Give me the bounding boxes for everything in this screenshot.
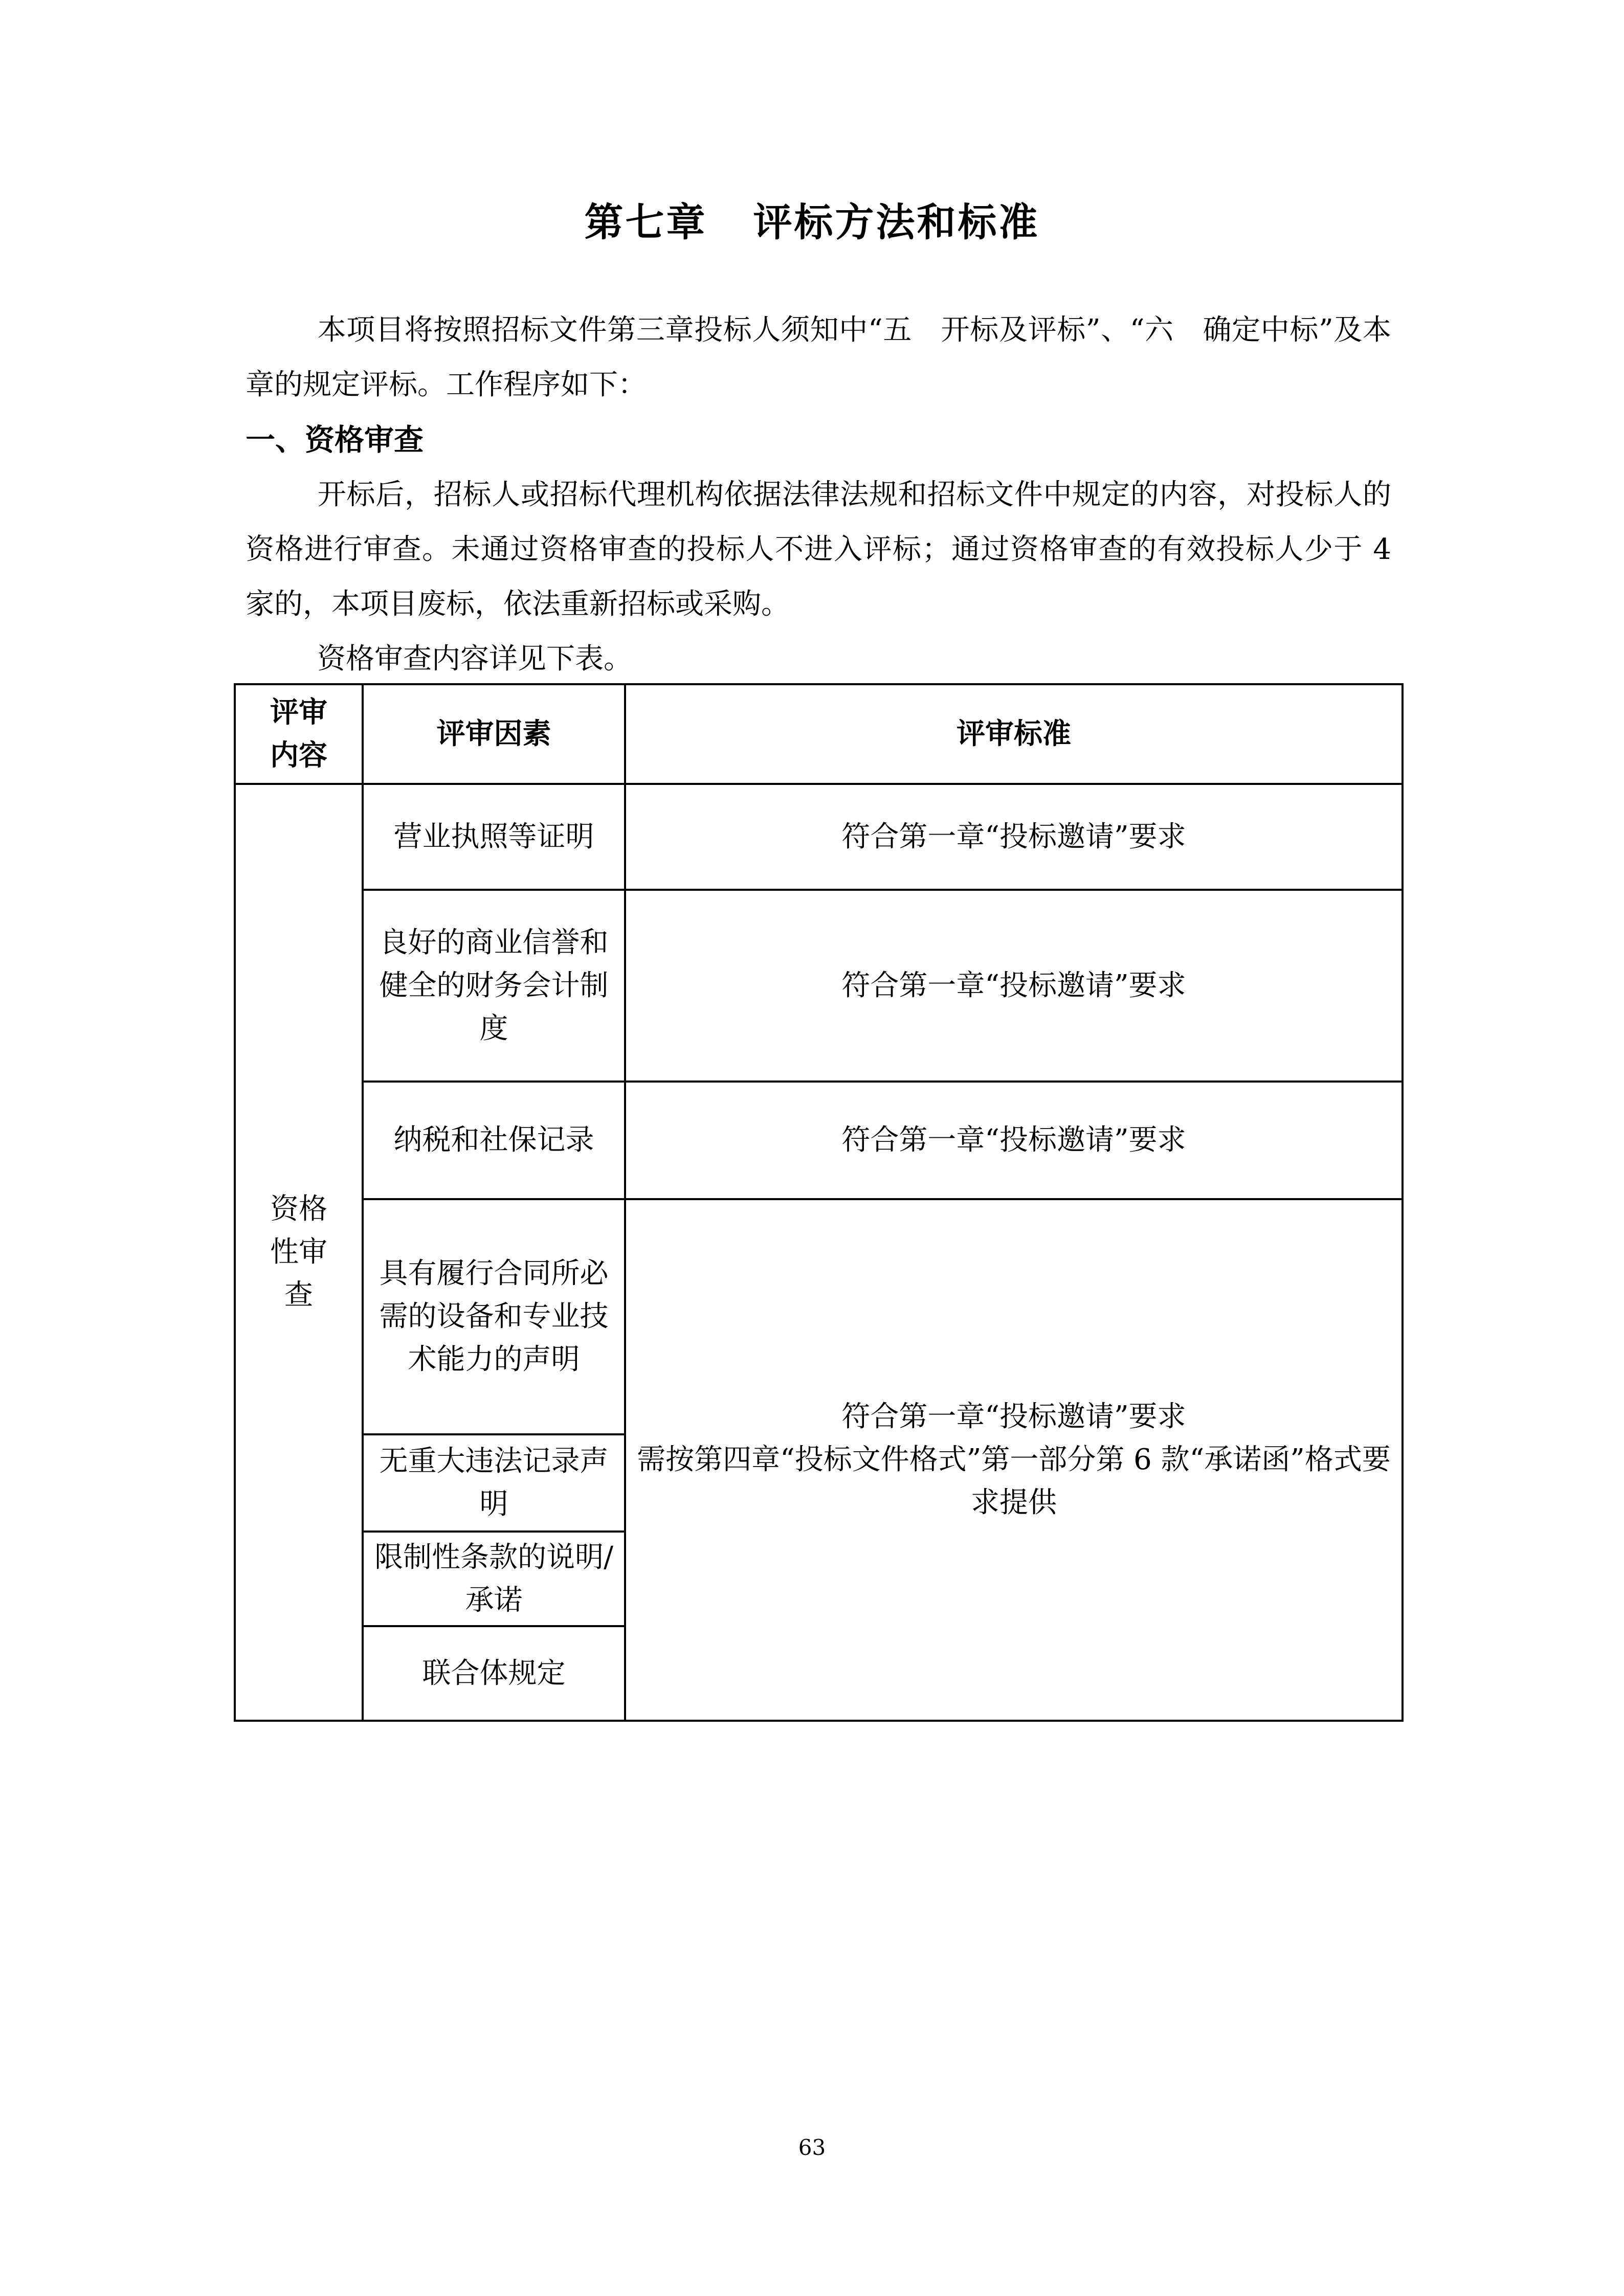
table-row	[235, 1199, 1403, 1434]
header-review-content: 评审内容	[235, 684, 363, 784]
header-review-factor: 评审因素	[363, 684, 625, 784]
table-row	[235, 784, 1403, 890]
merged-standard-line-2: 需按第四章“投标文件格式”第一部分第 6 款“承诺函”格式要求提供	[637, 1443, 1391, 1519]
table-row	[235, 890, 1403, 1082]
section-body-text: 开标后，招标人或招标代理机构依据法律法规和招标文件中规定的内容，对投标人的资格进行审查。未通过资格审查的投标人不进入评标；通过资格审查的有效投标人少于 4 家的，本项目废标，依法重新招标或采购。	[246, 478, 1391, 621]
factor-cell: 营业执照等证明	[363, 784, 625, 890]
factor-cell: 纳税和社保记录	[363, 1082, 625, 1199]
chapter-title	[0, 194, 1624, 251]
qualification-review-table	[234, 683, 1404, 1722]
category-cell: 资格性审查	[235, 784, 363, 1721]
chapter-name: 评标方法和标准	[753, 199, 1040, 245]
table-row	[235, 1082, 1403, 1199]
factor-cell: 良好的商业信誉和健全的财务会计制度	[363, 890, 625, 1082]
section-body-paragraph	[246, 467, 1391, 632]
standard-cell: 符合第一章“投标邀请”要求	[625, 890, 1403, 1082]
intro-paragraph	[246, 303, 1391, 412]
factor-cell: 限制性条款的说明/承诺	[363, 1532, 625, 1626]
standard-cell: 符合第一章“投标邀请”要求	[625, 784, 1403, 890]
table-note: 资格审查内容详见下表。	[317, 642, 632, 676]
factor-cell: 无重大违法记录声明	[363, 1434, 625, 1532]
merged-standard-line-1: 符合第一章“投标邀请”要求	[841, 1400, 1186, 1433]
standard-cell: 符合第一章“投标邀请”要求	[625, 1082, 1403, 1199]
table-header-row	[235, 684, 1403, 784]
section-heading: 一、资格审查	[246, 422, 424, 457]
merged-standard-cell	[625, 1199, 1403, 1721]
header-review-standard: 评审标准	[625, 684, 1403, 784]
page-number: 63	[798, 2135, 826, 2160]
factor-cell: 联合体规定	[363, 1626, 625, 1721]
factor-cell: 具有履行合同所必需的设备和专业技术能力的声明	[363, 1199, 625, 1434]
chapter-number: 第七章	[584, 199, 707, 245]
intro-text: 本项目将按照招标文件第三章投标人须知中“五 开标及评标”、“六 确定中标”及本章的规定评标。工作程序如下：	[246, 313, 1391, 401]
